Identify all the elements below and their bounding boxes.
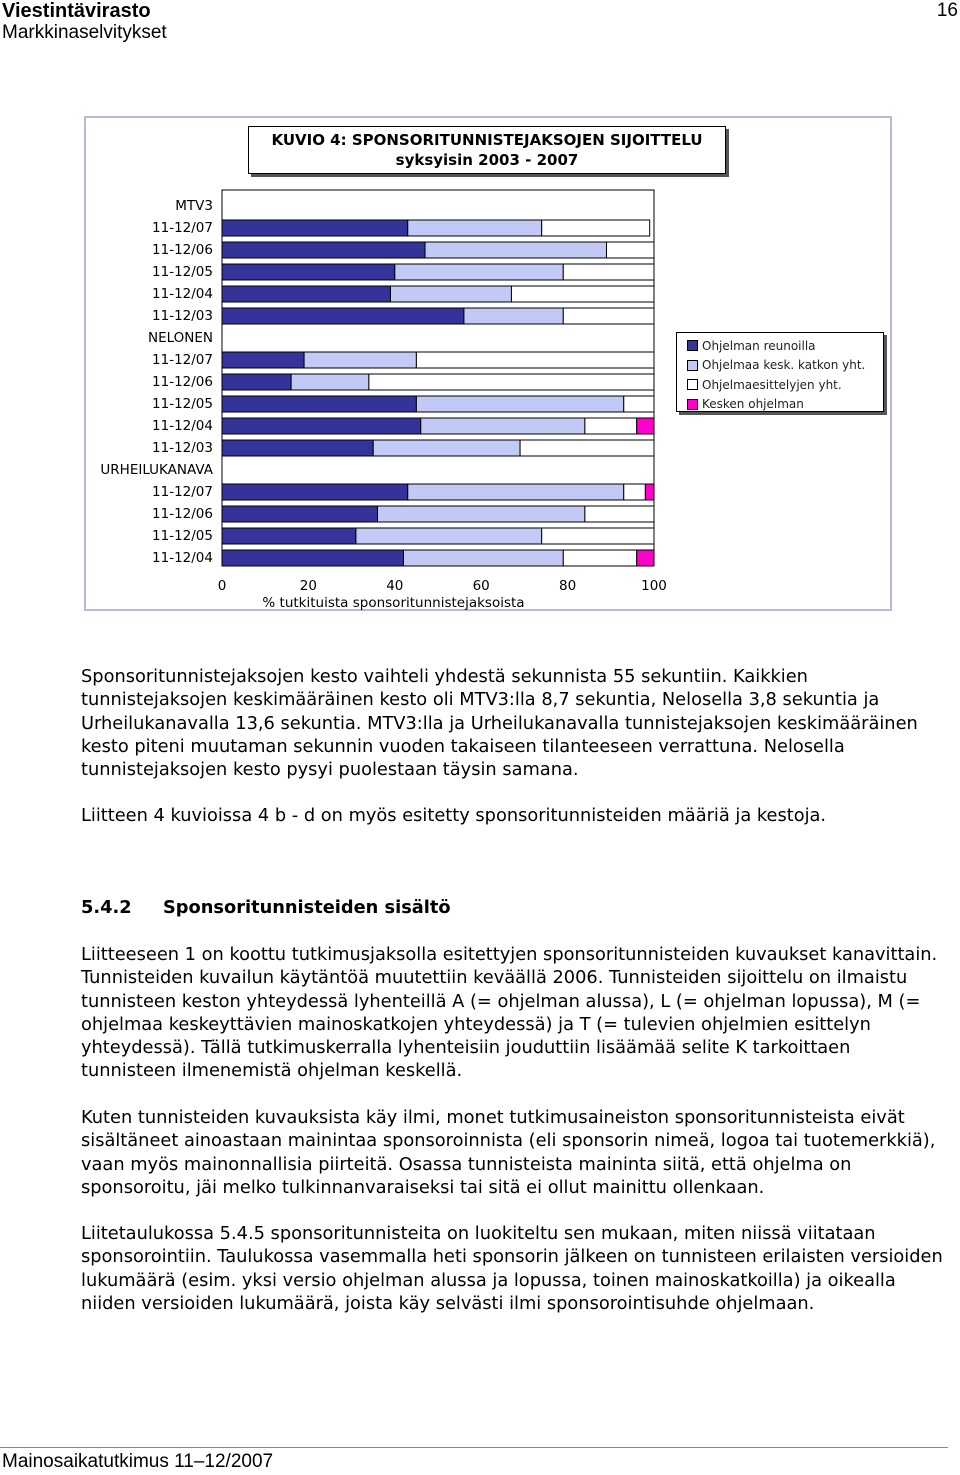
footer-divider [0,1447,948,1448]
organization-name: Viestintävirasto [2,0,151,22]
bar-segment [408,220,542,236]
legend-item [687,395,883,415]
category-label: 11-12/06 [152,506,213,522]
paragraph-duration: Sponsoritunnistejaksojen kesto vaihteli yhdestä sekunnista 55 sekuntiin. Kaikkien tunnistejaksojen keskimääräinen kesto oli MTV3:lla 8,7 sekuntia, Nelosella 3,8 sekuntia ja Urheilukanavalla 13,6 sekuntia. MTV3:lla ja Urheilukanavalla tunnistejaksojen keskimääräinen kesto piteni muutaman sekunnin vuoden takaiseen tilanteeseen verrattuna. Nelosella tunnistejaksojen kesto pysyi puolestaan täysin samana. [81,666,918,781]
bar-segment [395,264,563,280]
category-label: 11-12/06 [152,242,213,258]
legend-swatch [687,399,698,410]
bar-segment [585,506,654,522]
legend-swatch [687,360,698,371]
chart-title-line1: KUVIO 4: SPONSORITUNNISTEJAKSOJEN SIJOITTELU [271,131,703,149]
section-title: Sponsoritunnisteiden sisältö [163,897,451,918]
legend-label: Ohjelman reunoilla [702,338,816,353]
bar-segment [637,550,654,566]
category-label: 11-12/04 [152,550,213,566]
bar-segment [416,396,623,412]
category-label: 11-12/05 [152,264,213,280]
category-label: 11-12/04 [152,286,213,302]
category-label: NELONEN [147,330,213,346]
bar-segment [222,396,416,412]
bar-segment [304,352,416,368]
bar-segment [542,528,654,544]
paragraph-appendix-ref: Liitteen 4 kuvioissa 4 b - d on myös esitetty sponsoritunnisteiden määriä ja kestoja. [81,805,827,826]
bar-segment [222,308,464,324]
x-tick-label: 100 [641,578,667,594]
category-label: 11-12/03 [152,308,213,324]
legend-label: Ohjelmaesittelyjen yht. [702,377,842,392]
bar-segment [520,440,654,456]
chart-legend [676,332,884,412]
legend-swatch [687,379,698,390]
chart-plot [0,0,960,620]
legend-item [687,336,883,356]
legend-item [687,356,883,376]
x-tick-label: 60 [472,578,490,594]
bar-segment [416,352,654,368]
page-number: 16 [936,0,958,21]
bar-segment [222,506,378,522]
x-axis-label: % tutkituista sponsoritunnistejaksoista [262,595,525,611]
bar-segment [425,242,606,258]
bar-segment [421,418,585,434]
category-label: URHEILUKANAVA [100,462,213,478]
category-label: 11-12/06 [152,374,213,390]
category-label: 11-12/07 [152,484,213,500]
bar-segment [222,550,403,566]
bar-segment [222,528,356,544]
bar-segment [291,374,369,390]
bar-segment [624,484,646,500]
category-label: MTV3 [175,198,213,214]
legend-label: Kesken ohjelman [702,397,804,412]
bar-segment [222,264,395,280]
bar-segment [222,242,425,258]
paragraph-table: Liitetaulukossa 5.4.5 sponsoritunnisteita on luokiteltu sen mukaan, miten niissä viitataan sponsorointiin. Taulukossa vasemmalla heti sponsorin jälkeen on tunnisteen erilaisten versioiden lukumäärä (esim. yksi versio ohjelman alussa ja lopussa, toinen mainoskatkoilla) ja oikealla niiden versioiden lukumäärä, joista käy selvästi ilmi sponsorointisuhde ohjelmaan. [81,1223,943,1314]
bar-segment [645,484,654,500]
bar-segment [563,550,636,566]
bar-segment [464,308,563,324]
bar-segment [542,220,650,236]
x-tick-label: 40 [386,578,404,594]
paragraph-descriptions: Kuten tunnisteiden kuvauksista käy ilmi, monet tutkimusaineiston sponsoritunnisteista eivät sisältäneet ainoastaan mainintaa sponsoroinnista (eli sponsorin nimeä, logoa tai tuotemerkkiä), vaan myös mainonnallisia piirteitä. Osassa tunnisteista maininta siitä, että ohjelma on sponsoroitu, jäi melko tulkinnanvaraiseksi tai sitä ei ollut mainittu ollenkaan. [81,1107,936,1198]
footer-text: Mainosaikatutkimus 11–12/2007 [2,1451,274,1472]
bar-segment [624,396,654,412]
section-heading [81,897,451,918]
bar-segment [222,286,390,302]
x-tick-label: 80 [559,578,577,594]
bar-segment [373,440,520,456]
bar-segment [563,308,654,324]
legend-swatch [687,340,698,351]
category-label: 11-12/04 [152,418,213,434]
chart-title-line2: syksyisin 2003 - 2007 [395,151,579,169]
section-number: 5.4.2 [81,897,132,918]
legend-label: Ohjelmaa kesk. katkon yht. [702,358,866,373]
paragraph-appendix-1: Liitteeseen 1 on koottu tutkimusjaksolla esitettyjen sponsoritunnisteiden kuvaukset kanavittain. Tunnisteiden kuvailun käytäntöä muutettiin keväällä 2006. Tunnisteiden sijoittelu on ilmaistu tunnisteen keston yhteydessä lyhenteillä A (= ohjelman alussa), L (= ohjelman lopussa), M (= ohjelmaa keskeyttävien mainoskatkojen yhteydessä) ja T (= tulevien ohjelmien esittelyn yhteydessä). Tällä tutkimuskerralla lyhenteisiin jouduttiin lisäämää selite K tarkoittaen tunnisteen ilmenemistä ohjelman keskellä. [81,944,938,1082]
bar-segment [356,528,542,544]
bar-segment [606,242,654,258]
category-label: 11-12/07 [152,352,213,368]
category-label: 11-12/05 [152,396,213,412]
bar-segment [222,440,373,456]
category-label: 11-12/03 [152,440,213,456]
bar-segment [369,374,654,390]
bar-segment [563,264,654,280]
bar-segment [378,506,585,522]
legend-item [687,375,883,395]
bar-segment [222,374,291,390]
document-subtitle: Markkinaselvitykset [2,22,167,43]
bar-segment [222,484,408,500]
x-tick-label: 0 [217,578,227,594]
bar-segment [222,220,408,236]
x-tick-label: 20 [299,578,317,594]
bar-segment [511,286,654,302]
bar-segment [637,418,654,434]
bar-segment [222,418,421,434]
bar-segment [390,286,511,302]
category-label: 11-12/07 [152,220,213,236]
category-label: 11-12/05 [152,528,213,544]
bar-segment [585,418,637,434]
bar-segment [403,550,563,566]
bar-segment [408,484,624,500]
bar-segment [222,352,304,368]
